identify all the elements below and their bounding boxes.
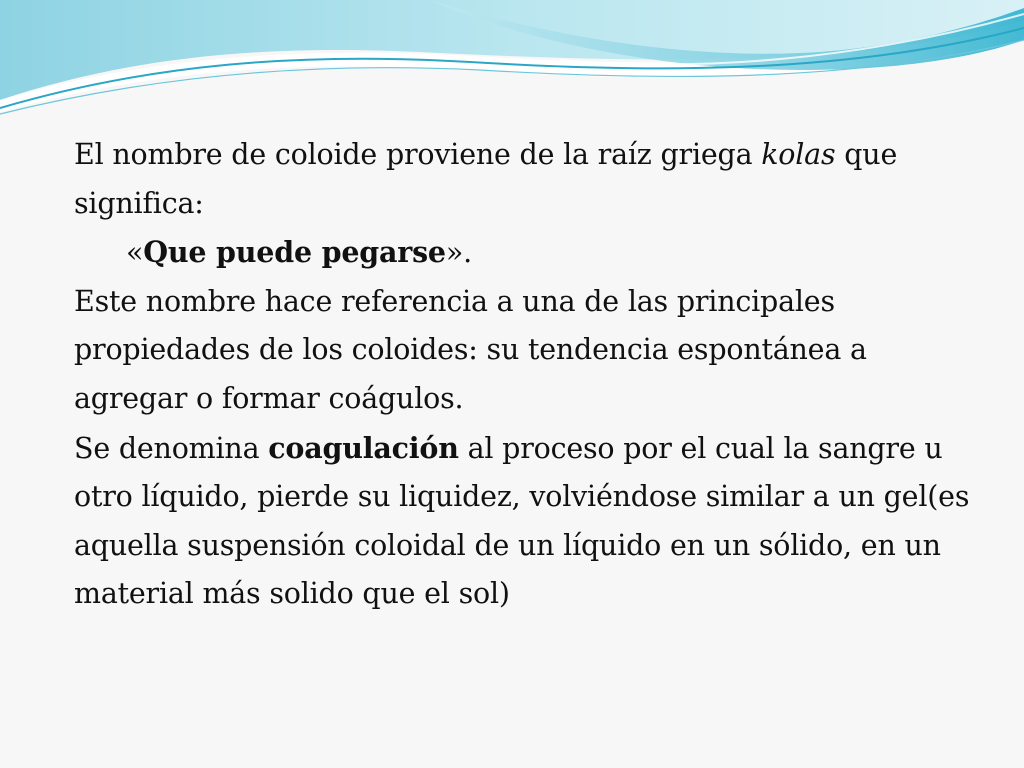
coagulation-text-end: al proceso por el cual la sangre u otro líquido, pierde su liquidez, volviéndose similar a un gel(es aquella suspensión coloidal de un líquido en un sólido, en un material más solido que el sol): [74, 431, 970, 611]
intro-text-end: que significa:: [74, 138, 898, 220]
paragraph-coagulation: [74, 424, 974, 619]
slide-body-text: [74, 131, 974, 619]
quote-open: «: [126, 236, 144, 270]
quote-line: [74, 228, 974, 278]
quote-text: Que puede pegarse: [143, 235, 446, 270]
paragraph-intro: [74, 131, 974, 228]
coagulation-text-start: Se denomina: [74, 431, 269, 465]
paragraph-property: Este nombre hace referencia a una de las principales propiedades de los coloides: su tendencia espontánea a agregar o formar coágulos.: [74, 284, 867, 415]
greek-root-word: kolas: [761, 138, 836, 171]
coagulation-term: coagulación: [268, 430, 459, 465]
intro-text: El nombre de coloide proviene de la raíz griega: [74, 138, 762, 171]
quote-close: ».: [445, 236, 472, 270]
header-wave-decoration: [0, 0, 1024, 130]
